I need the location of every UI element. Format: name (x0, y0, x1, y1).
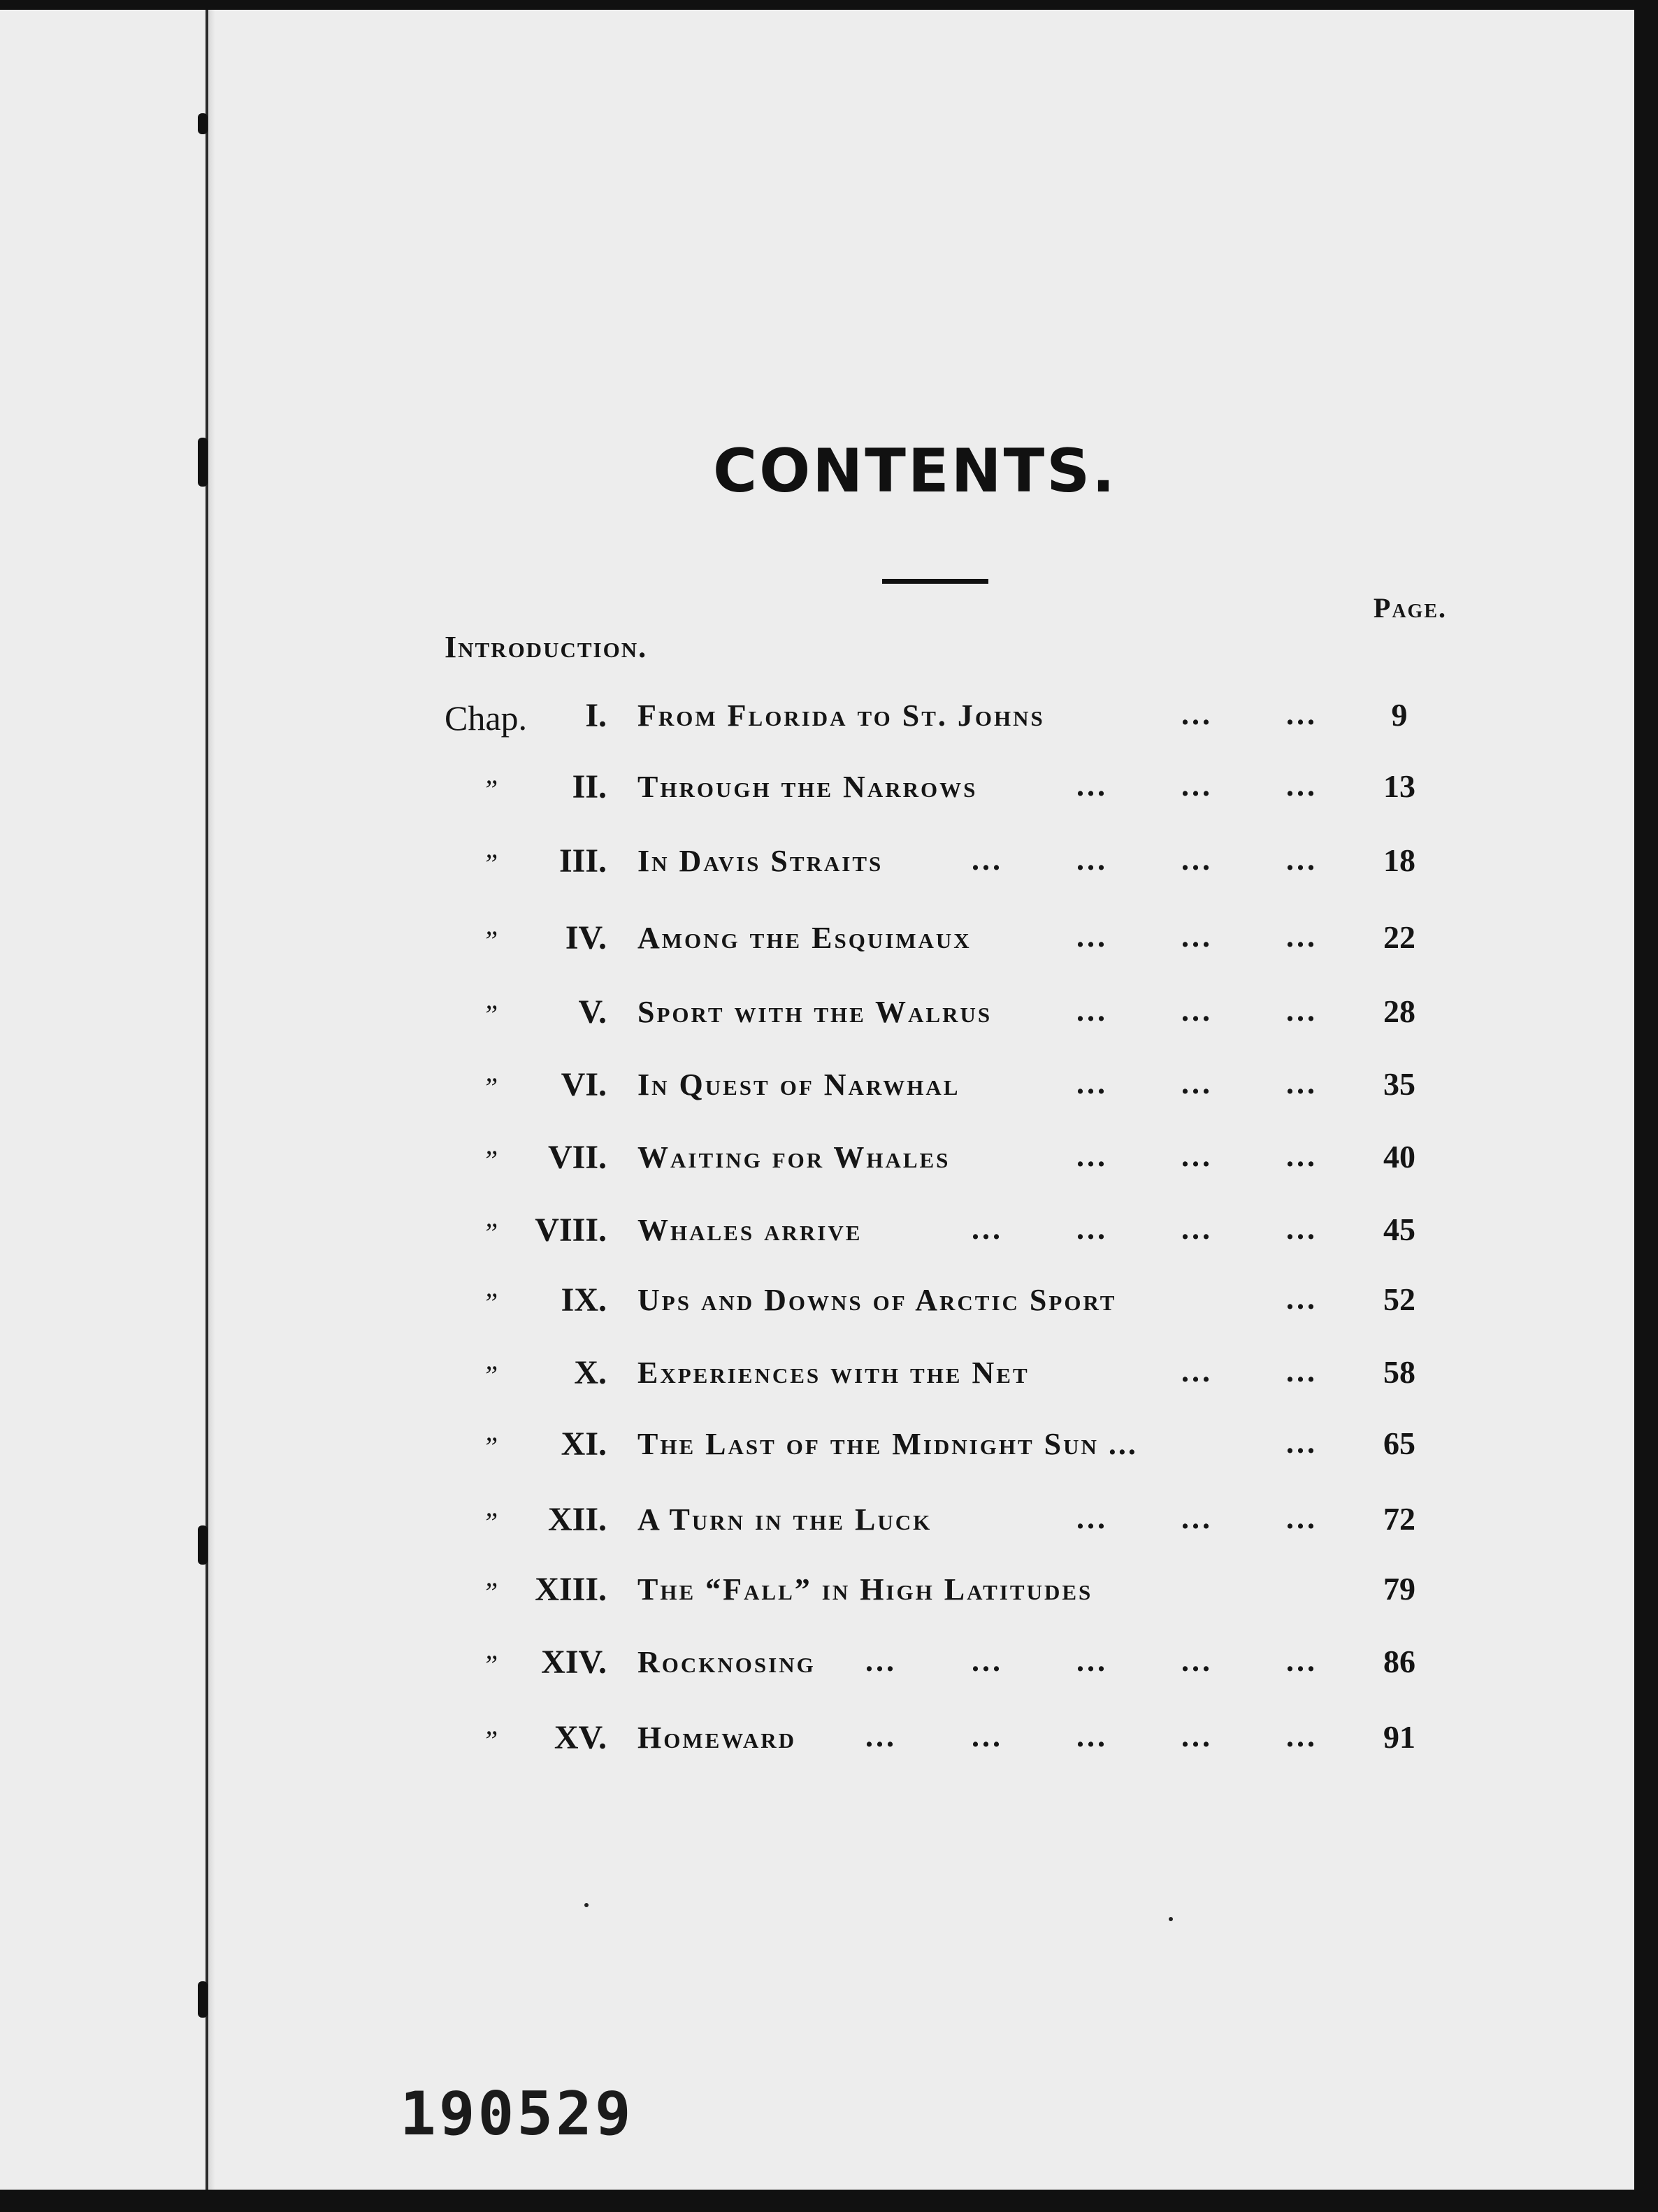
page-column-label: Page. (1373, 592, 1447, 624)
dot-leader: ... (1286, 1066, 1318, 1100)
dot-leader: ... (1076, 1212, 1108, 1246)
introduction-entry: Introduction. (445, 630, 648, 664)
page-number: 45 (1383, 1212, 1415, 1247)
page-number: 22 (1383, 919, 1415, 955)
toc-row (0, 1065, 1608, 1114)
dot-leader: ... (1286, 919, 1318, 954)
ditto-mark: ” (482, 1725, 498, 1756)
toc-row (0, 1570, 1608, 1619)
dot-leader: ... (1286, 768, 1318, 803)
chapter-numeral: XI. (561, 1425, 607, 1463)
chapter-title: Whales arrive (637, 1213, 863, 1247)
dot-leader: ... (1286, 1425, 1318, 1460)
ditto-mark: ” (482, 774, 498, 805)
chapter-title: From Florida to St. Johns (637, 698, 1045, 733)
page-number: 86 (1383, 1644, 1415, 1679)
chapter-title: A Turn in the Luck (637, 1502, 932, 1537)
chapter-numeral: XV. (554, 1719, 607, 1756)
binding-stitch (198, 1981, 208, 2018)
chapter-numeral: IV. (565, 919, 607, 956)
toc-row (0, 993, 1608, 1042)
chapter-numeral: VII. (547, 1139, 607, 1176)
toc-row (0, 1138, 1608, 1187)
chapter-title: Ups and Downs of Arctic Sport (637, 1283, 1117, 1317)
dot-leader: ... (1181, 1139, 1213, 1173)
dot-leader: ... (1076, 919, 1108, 954)
page-number: 91 (1383, 1719, 1415, 1755)
toc-row (0, 1643, 1608, 1692)
toc-row (0, 1281, 1608, 1330)
toc-row (0, 842, 1608, 891)
chapter-numeral: VI. (561, 1066, 607, 1103)
dot-leader: ... (1286, 1644, 1318, 1678)
chapter-word: Chap. (445, 698, 528, 738)
chapter-title: Rocknosing (637, 1645, 816, 1679)
dot-leader: ... (1181, 1066, 1213, 1100)
dot-leader: ... (1076, 1139, 1108, 1173)
chapter-title: In Quest of Narwhal (637, 1068, 960, 1102)
dot-leader: ... (972, 1719, 1003, 1753)
page-number: 35 (1383, 1066, 1415, 1102)
dot-leader: ... (1076, 1719, 1108, 1753)
toc-row (0, 1425, 1608, 1474)
dot-leader: ... (1181, 768, 1213, 803)
contents-title: CONTENTS. (713, 436, 1117, 506)
chapter-title: In Davis Straits (637, 844, 884, 878)
ditto-mark: ” (482, 1144, 498, 1176)
page-number: 9 (1391, 697, 1408, 733)
dot-leader: ... (1286, 1281, 1318, 1316)
chapter-title: Waiting for Whales (637, 1140, 951, 1175)
ditto-mark: ” (482, 1360, 498, 1391)
ditto-mark: ” (482, 1577, 498, 1608)
ditto-mark: ” (482, 848, 498, 879)
page-number: 18 (1383, 842, 1415, 878)
chapter-title: The “Fall” in High Latitudes (637, 1572, 1093, 1607)
title-rule (882, 579, 988, 584)
chapter-title: Through the Narrows (637, 770, 978, 804)
ditto-mark: ” (482, 1287, 498, 1319)
dot-leader: ... (1076, 842, 1108, 877)
page-number: 13 (1383, 768, 1415, 804)
ditto-mark: ” (482, 1217, 498, 1249)
chapter-title: Sport with the Walrus (637, 995, 993, 1029)
dot-leader: ... (1286, 697, 1318, 731)
ditto-mark: ” (482, 1507, 498, 1538)
dot-leader: ... (972, 1212, 1003, 1246)
page-number: 65 (1383, 1425, 1415, 1461)
page-number: 58 (1383, 1354, 1415, 1390)
ditto-mark: ” (482, 1431, 498, 1463)
chapter-numeral: XIII. (535, 1571, 607, 1608)
dot-leader: ... (865, 1719, 897, 1753)
dot-leader: ... (972, 842, 1003, 877)
ditto-mark: ” (482, 1072, 498, 1103)
chapter-numeral: IX. (561, 1281, 607, 1319)
ditto-mark: ” (482, 1649, 498, 1681)
chapter-title: Experiences with the Net (637, 1356, 1030, 1390)
dot-leader: ... (1181, 919, 1213, 954)
dot-leader: ... (1181, 1354, 1213, 1388)
binding-stitch (198, 438, 208, 487)
dot-leader: ... (1181, 1212, 1213, 1246)
toc-row (0, 1718, 1608, 1767)
dot-leader: ... (865, 1644, 897, 1678)
chapter-numeral: V. (578, 993, 607, 1030)
chapter-numeral: VIII. (535, 1212, 607, 1249)
ink-speck (584, 1903, 589, 1907)
binding-stitch (198, 113, 208, 134)
dot-leader: ... (1286, 1139, 1318, 1173)
ink-speck (1169, 1917, 1173, 1921)
accession-stamp: 190529 (400, 2079, 634, 2149)
ditto-mark: ” (482, 925, 498, 956)
book-page (0, 10, 1634, 2190)
chapter-numeral: XII. (547, 1501, 607, 1538)
toc-row (0, 696, 1608, 745)
dot-leader: ... (1181, 1719, 1213, 1753)
chapter-title: Homeward (637, 1721, 796, 1755)
toc-row (0, 768, 1608, 817)
dot-leader: ... (1286, 1354, 1318, 1388)
chapter-numeral: III. (558, 842, 607, 879)
toc-row (0, 1500, 1608, 1549)
dot-leader: ... (1076, 993, 1108, 1028)
dot-leader: ... (972, 1644, 1003, 1678)
page-number: 79 (1383, 1571, 1415, 1607)
ditto-mark: ” (482, 999, 498, 1030)
chapter-numeral: X. (574, 1354, 607, 1391)
page-number: 72 (1383, 1501, 1415, 1537)
dot-leader: ... (1181, 1644, 1213, 1678)
toc-row (0, 919, 1608, 968)
dot-leader: ... (1286, 842, 1318, 877)
page-number: 52 (1383, 1281, 1415, 1317)
chapter-title: Among the Esquimaux (637, 921, 972, 955)
dot-leader: ... (1286, 1501, 1318, 1535)
dot-leader: ... (1286, 1212, 1318, 1246)
dot-leader: ... (1286, 1719, 1318, 1753)
dot-leader: ... (1076, 768, 1108, 803)
dot-leader: ... (1181, 697, 1213, 731)
dot-leader: ... (1076, 1066, 1108, 1100)
chapter-numeral: II. (572, 768, 607, 805)
chapter-numeral: XIV. (541, 1644, 607, 1681)
page-number: 28 (1383, 993, 1415, 1029)
page-number: 40 (1383, 1139, 1415, 1175)
dot-leader: ... (1286, 993, 1318, 1028)
toc-row (0, 1211, 1608, 1260)
dot-leader: ... (1076, 1644, 1108, 1678)
dot-leader: ... (1076, 1501, 1108, 1535)
dot-leader: ... (1181, 993, 1213, 1028)
dot-leader: ... (1181, 1501, 1213, 1535)
chapter-numeral: I. (585, 697, 607, 734)
dot-leader: ... (1181, 842, 1213, 877)
toc-row (0, 1353, 1608, 1402)
chapter-title: The Last of the Midnight Sun ... (637, 1427, 1138, 1461)
